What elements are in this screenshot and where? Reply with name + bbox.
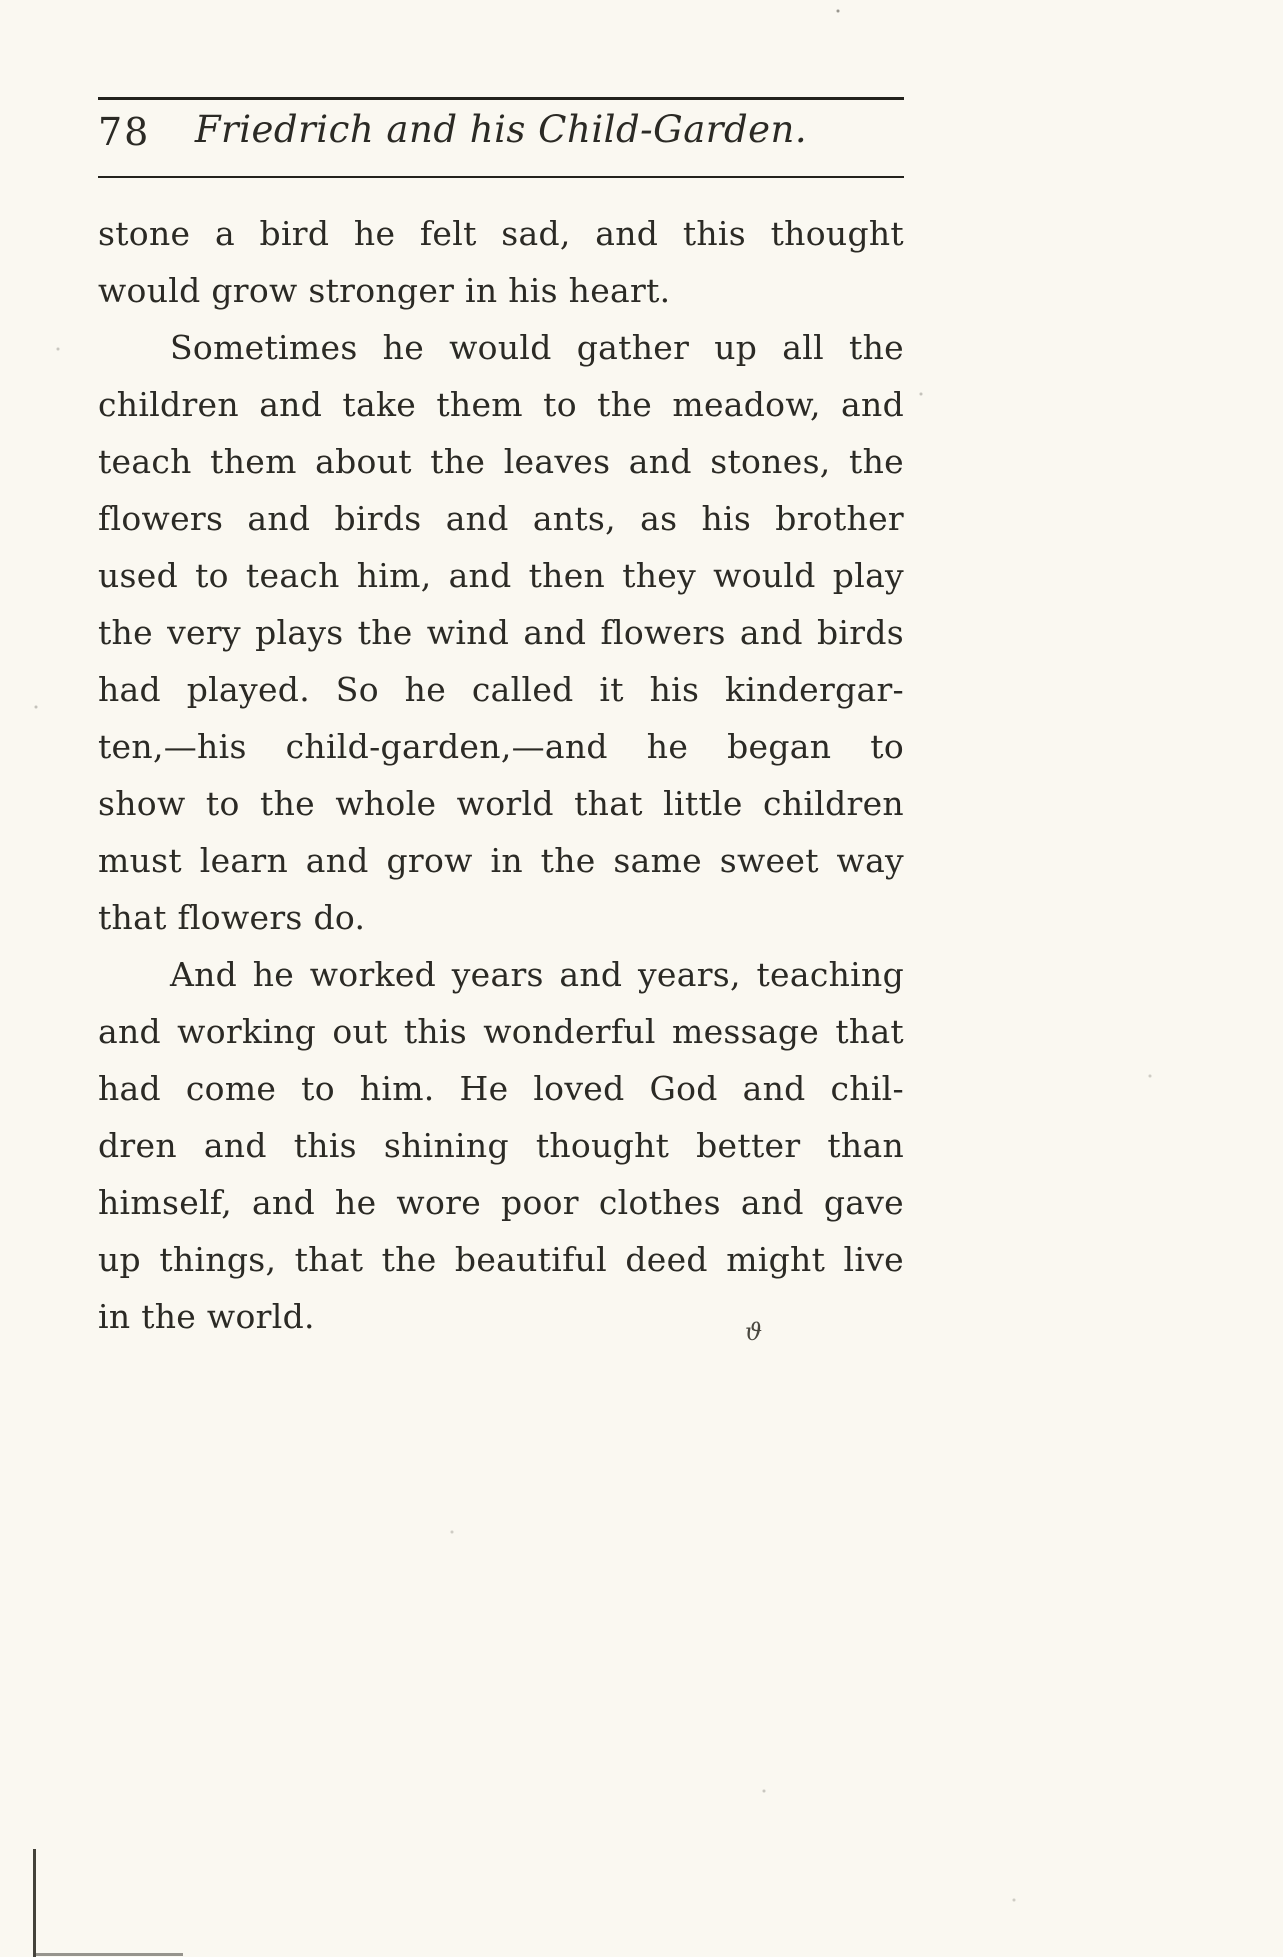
text-line: used to teach him, and then they would play <box>98 556 904 595</box>
text-line: would grow stronger in his heart. <box>98 271 671 310</box>
running-head-title: Friedrich and his Child-Garden. <box>194 108 808 151</box>
paragraph <box>98 946 904 1345</box>
text-line: the very plays the wind and flowers and birds <box>98 613 904 652</box>
text-line: had played. So he called it his kindergar- <box>98 670 904 709</box>
header-rule-top <box>98 97 904 100</box>
text-line: flowers and birds and ants, as his brother <box>98 499 904 538</box>
text-line: children and take them to the meadow, and <box>98 385 904 424</box>
page-edge-shadow-bottom <box>33 1953 183 1956</box>
text-line: that flowers do. <box>98 898 366 937</box>
text-line: himself, and he wore poor clothes and gave <box>98 1183 904 1222</box>
body-text <box>98 205 904 1345</box>
header-row <box>98 102 904 170</box>
text-line: up things, that the beautiful deed might live <box>98 1240 904 1279</box>
page-header <box>98 97 904 178</box>
header-rule-bottom <box>98 176 904 178</box>
paragraph <box>98 205 904 319</box>
text-line: And he worked years and years, teaching <box>170 955 904 994</box>
page-number: 78 <box>98 110 151 154</box>
text-line: teach them about the leaves and stones, the <box>98 442 904 481</box>
text-line: dren and this shining thought better than <box>98 1126 904 1165</box>
page-edge-shadow-left <box>33 1849 36 1957</box>
text-line: stone a bird he felt sad, and this thought <box>98 214 904 253</box>
text-line: had come to him. He loved God and chil- <box>98 1069 904 1108</box>
text-line: Sometimes he would gather up all the <box>170 328 904 367</box>
text-line: must learn and grow in the same sweet way <box>98 841 904 880</box>
paragraph <box>98 319 904 946</box>
text-line: ten,—his child-garden,—and he began to <box>98 727 904 766</box>
text-line: show to the whole world that little children <box>98 784 904 823</box>
text-line: and working out this wonderful message that <box>98 1012 904 1051</box>
text-line: in the world. <box>98 1297 315 1336</box>
printers-mark: ϑ <box>745 1318 763 1346</box>
